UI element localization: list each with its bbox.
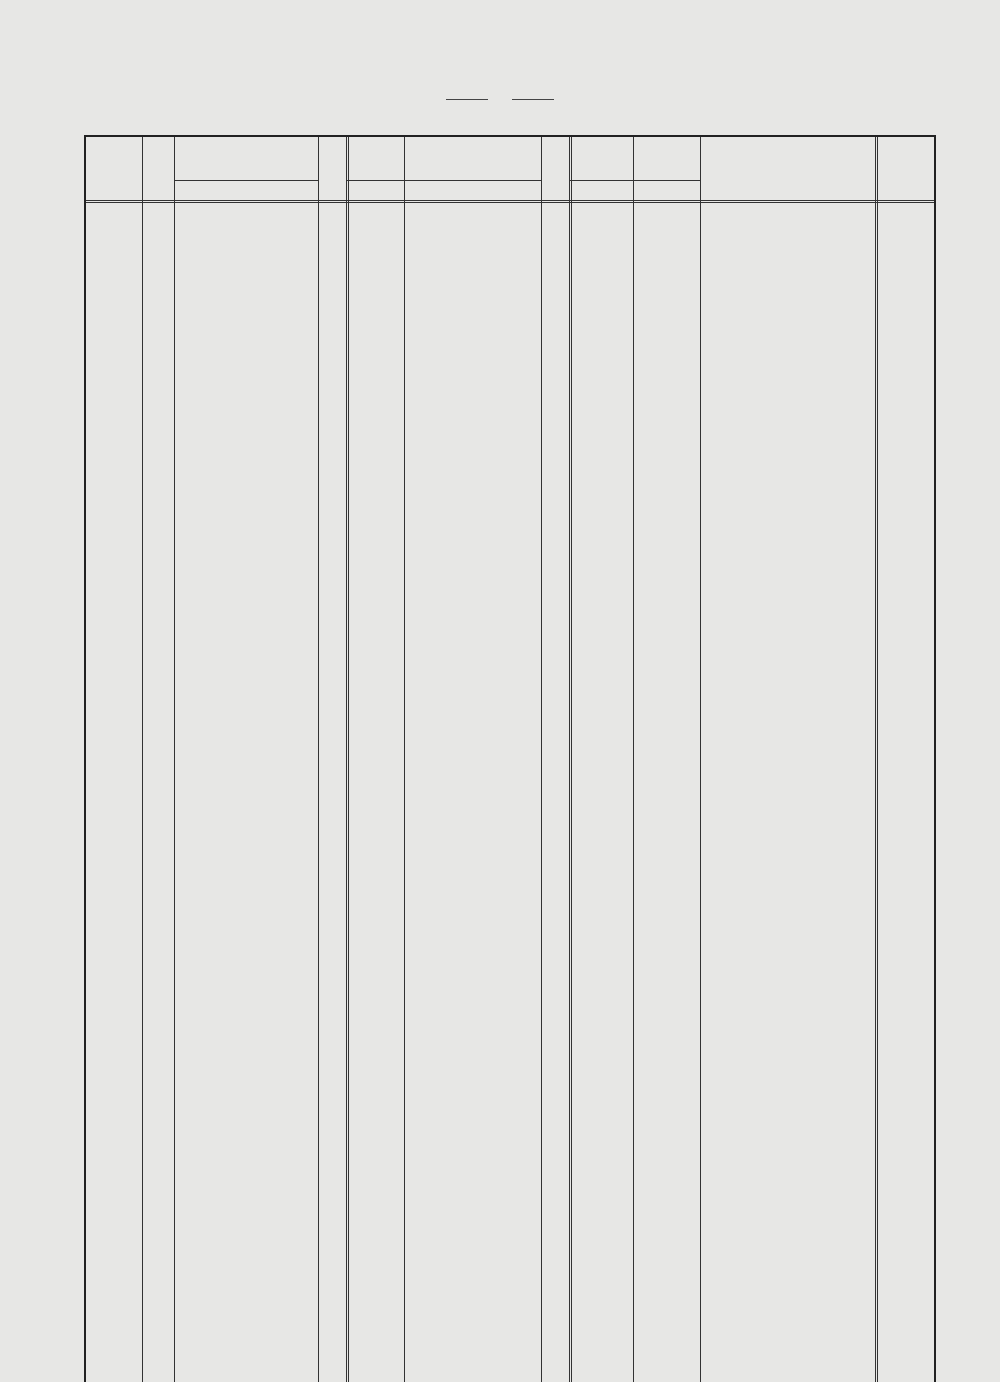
header-groesse	[142, 141, 174, 197]
col-divider	[142, 137, 143, 1382]
header-bottom-rule	[86, 200, 934, 203]
col-divider	[174, 137, 175, 1382]
col-divider	[404, 137, 405, 1382]
header-anzahl	[318, 141, 346, 197]
rule-right	[512, 99, 554, 100]
col-divider	[569, 137, 572, 1382]
col-divider	[318, 137, 319, 1382]
col-divider	[875, 137, 878, 1382]
header-subrule-dec	[404, 180, 541, 181]
header-subrule-praec	[346, 180, 404, 181]
header-anzahl-2	[541, 141, 569, 197]
star-catalog-table	[84, 135, 936, 1382]
col-divider	[346, 137, 349, 1382]
col-divider	[700, 137, 701, 1382]
header-subrule-praec2	[569, 180, 633, 181]
header-subrule-epoche	[633, 180, 700, 181]
page-number	[0, 92, 1000, 107]
rule-left	[446, 99, 488, 100]
col-divider	[541, 137, 542, 1382]
header-subrule-ra	[174, 180, 318, 181]
col-divider	[633, 137, 634, 1382]
